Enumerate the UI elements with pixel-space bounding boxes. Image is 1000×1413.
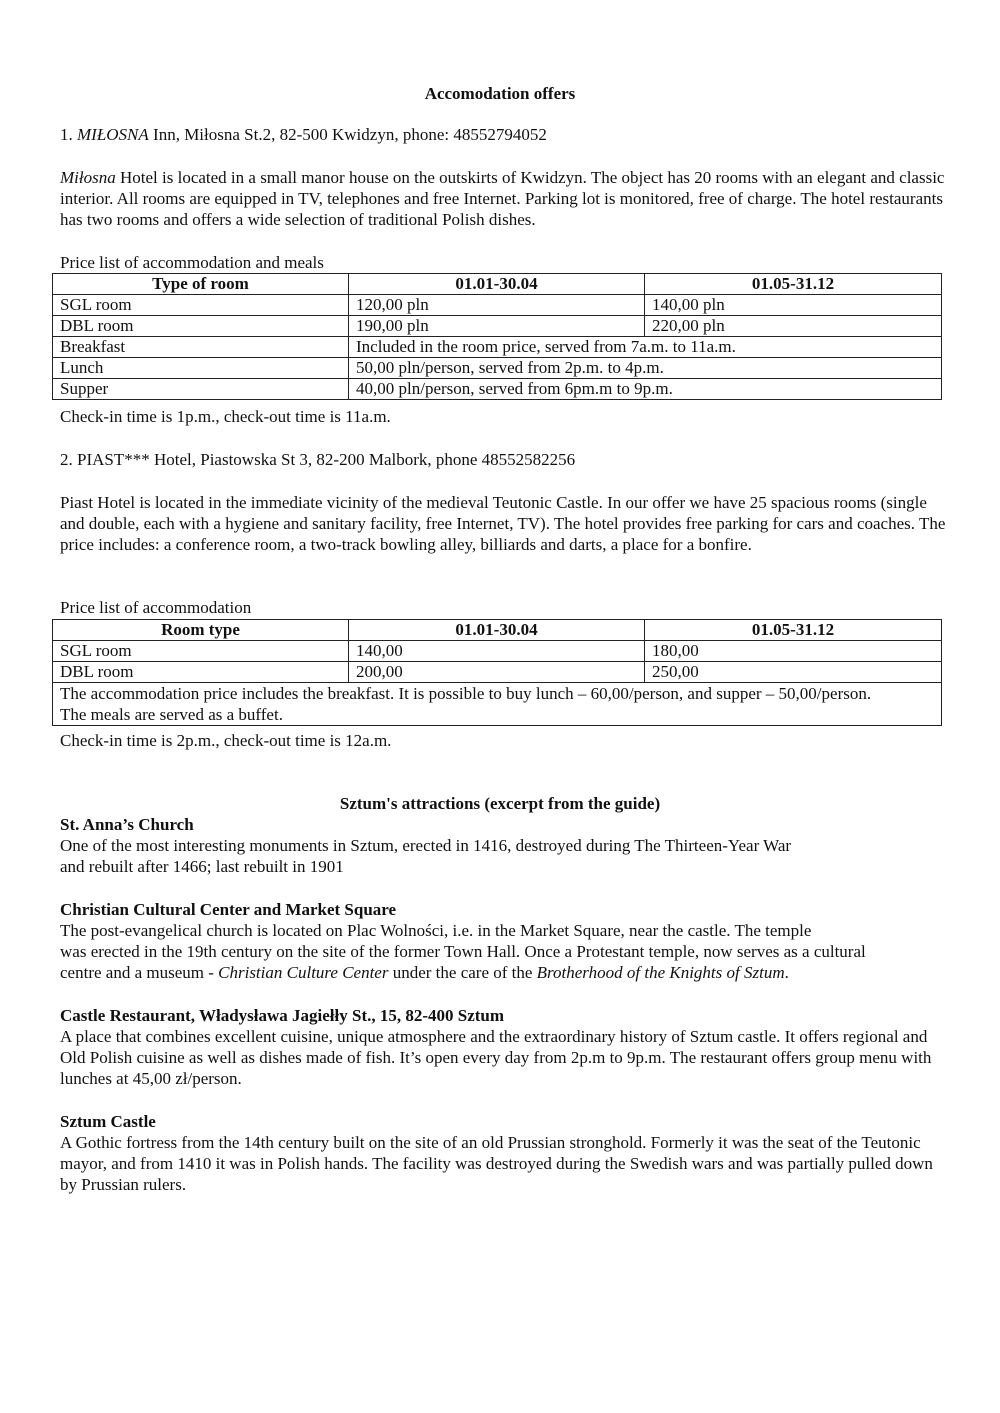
hotel1-checkin: Check-in time is 1p.m., check-out time is 11a.m. xyxy=(60,407,391,426)
row-label: SGL room xyxy=(53,641,349,662)
price-cell: 120,00 pln xyxy=(349,295,645,316)
table-row xyxy=(53,295,942,316)
table-header-row xyxy=(53,274,942,295)
table-note: The accommodation price includes the breakfast. It is possible to buy lunch – 60,00/person, and supper – 50,00/person. The meals are served as a buffet. xyxy=(53,683,942,726)
hotel2-heading: 2. PIAST*** Hotel, Piastowska St 3, 82-200 Malbork, phone 48552582256 xyxy=(60,450,576,469)
hotel1-description: Miłosna Hotel is located in a small manor house on the outskirts of Kwidzyn. The object has 20 rooms with an elegant and classic interior. All rooms are equipped in TV, telephones and free Internet. Parking lot is monitored, free of charge. The hotel restaurants has two rooms and offers a wide selection of traditional Polish dishes. xyxy=(60,168,945,229)
table-row xyxy=(53,316,942,337)
cultural-center-text-line: was erected in the 19th century on the site of the former Town Hall. Once a Protestant temple, now serves as a cultural xyxy=(60,942,866,961)
column-header: Type of room xyxy=(53,274,349,295)
table-row xyxy=(53,337,942,358)
price-cell: 220,00 pln xyxy=(645,316,942,337)
price-cell: 140,00 pln xyxy=(645,295,942,316)
cultural-center-heading: Christian Cultural Center and Market Square xyxy=(60,900,397,919)
hotel1-name: MIŁOSNA xyxy=(77,125,149,144)
church-text-line: and rebuilt after 1466; last rebuilt in 1901 xyxy=(60,857,344,876)
column-header: Room type xyxy=(53,620,349,641)
row-label: Supper xyxy=(53,379,349,400)
price-cell: 250,00 xyxy=(645,662,942,683)
hotel2-checkin: Check-in time is 2p.m., check-out time is 12a.m. xyxy=(60,731,392,750)
merged-cell: Included in the room price, served from 7a.m. to 11a.m. xyxy=(349,337,942,358)
table-header-row xyxy=(53,620,942,641)
row-label: DBL room xyxy=(53,316,349,337)
restaurant-heading: Castle Restaurant, Władysława Jagiełły St., 15, 82-400 Sztum xyxy=(60,1006,505,1025)
table-row xyxy=(53,379,942,400)
column-header: 01.01-30.04 xyxy=(349,620,645,641)
cultural-center-text-line: The post-evangelical church is located on Plac Wolności, i.e. in the Market Square, near the castle. The temple xyxy=(60,921,812,940)
row-label: Lunch xyxy=(53,358,349,379)
column-header: 01.05-31.12 xyxy=(645,274,942,295)
row-label: SGL room xyxy=(53,295,349,316)
column-header: 01.05-31.12 xyxy=(645,620,942,641)
restaurant-text: A place that combines excellent cuisine, unique atmosphere and the extraordinary history of Sztum castle. It offers regional and Old Polish cuisine as well as dishes made of fish. It’s open every day from 2p.m to 9p.m. The restaurant offers group menu with lunches at 45,00 zł/person. xyxy=(60,1027,932,1088)
price-cell: 190,00 pln xyxy=(349,316,645,337)
row-label: Breakfast xyxy=(53,337,349,358)
merged-cell: 40,00 pln/person, served from 6pm.m to 9p.m. xyxy=(349,379,942,400)
castle-text: A Gothic fortress from the 14th century built on the site of an old Prussian stronghold. Formerly it was the seat of the Teutonic mayor, and from 1410 it was in Polish hands. The facility was destroyed during the Swedish wars and was partially pulled down by Prussian rulers. xyxy=(60,1133,933,1194)
hotel1-price-list-title: Price list of accommodation and meals xyxy=(60,253,324,272)
castle-heading: Sztum Castle xyxy=(60,1112,156,1131)
table-row xyxy=(53,641,942,662)
merged-cell: 50,00 pln/person, served from 2p.m. to 4p.m. xyxy=(349,358,942,379)
row-label: DBL room xyxy=(53,662,349,683)
column-header: 01.01-30.04 xyxy=(349,274,645,295)
hotel1-price-table xyxy=(52,273,942,400)
attractions-title: Sztum's attractions (excerpt from the guide) xyxy=(339,794,661,813)
price-cell: 140,00 xyxy=(349,641,645,662)
price-cell: 200,00 xyxy=(349,662,645,683)
table-row xyxy=(53,683,942,726)
hotel2-price-list-title: Price list of accommodation xyxy=(60,598,252,617)
table-row xyxy=(53,358,942,379)
church-heading: St. Anna’s Church xyxy=(60,815,194,834)
cultural-center-text-line: centre and a museum - Christian Culture Center under the care of the Brotherhood of the Knights of Sztum. xyxy=(60,963,789,982)
hotel2-price-table xyxy=(52,619,942,726)
church-text-line: One of the most interesting monuments in Sztum, erected in 1416, destroyed during The Thirteen-Year War xyxy=(60,836,792,855)
page-title: Accomodation offers xyxy=(424,84,576,103)
table-row xyxy=(53,662,942,683)
hotel2-description: Piast Hotel is located in the immediate vicinity of the medieval Teutonic Castle. In our offer we have 25 spacious rooms (single and double, each with a hygiene and sanitary facility, free Internet, TV). The hotel provides free parking for cars and coaches. The price includes: a conference room, a two-track bowling alley, billiards and darts, a place for a bonfire. xyxy=(60,493,946,554)
hotel1-heading: 1. MIŁOSNA Inn, Miłosna St.2, 82-500 Kwidzyn, phone: 48552794052 xyxy=(60,125,547,144)
price-cell: 180,00 xyxy=(645,641,942,662)
